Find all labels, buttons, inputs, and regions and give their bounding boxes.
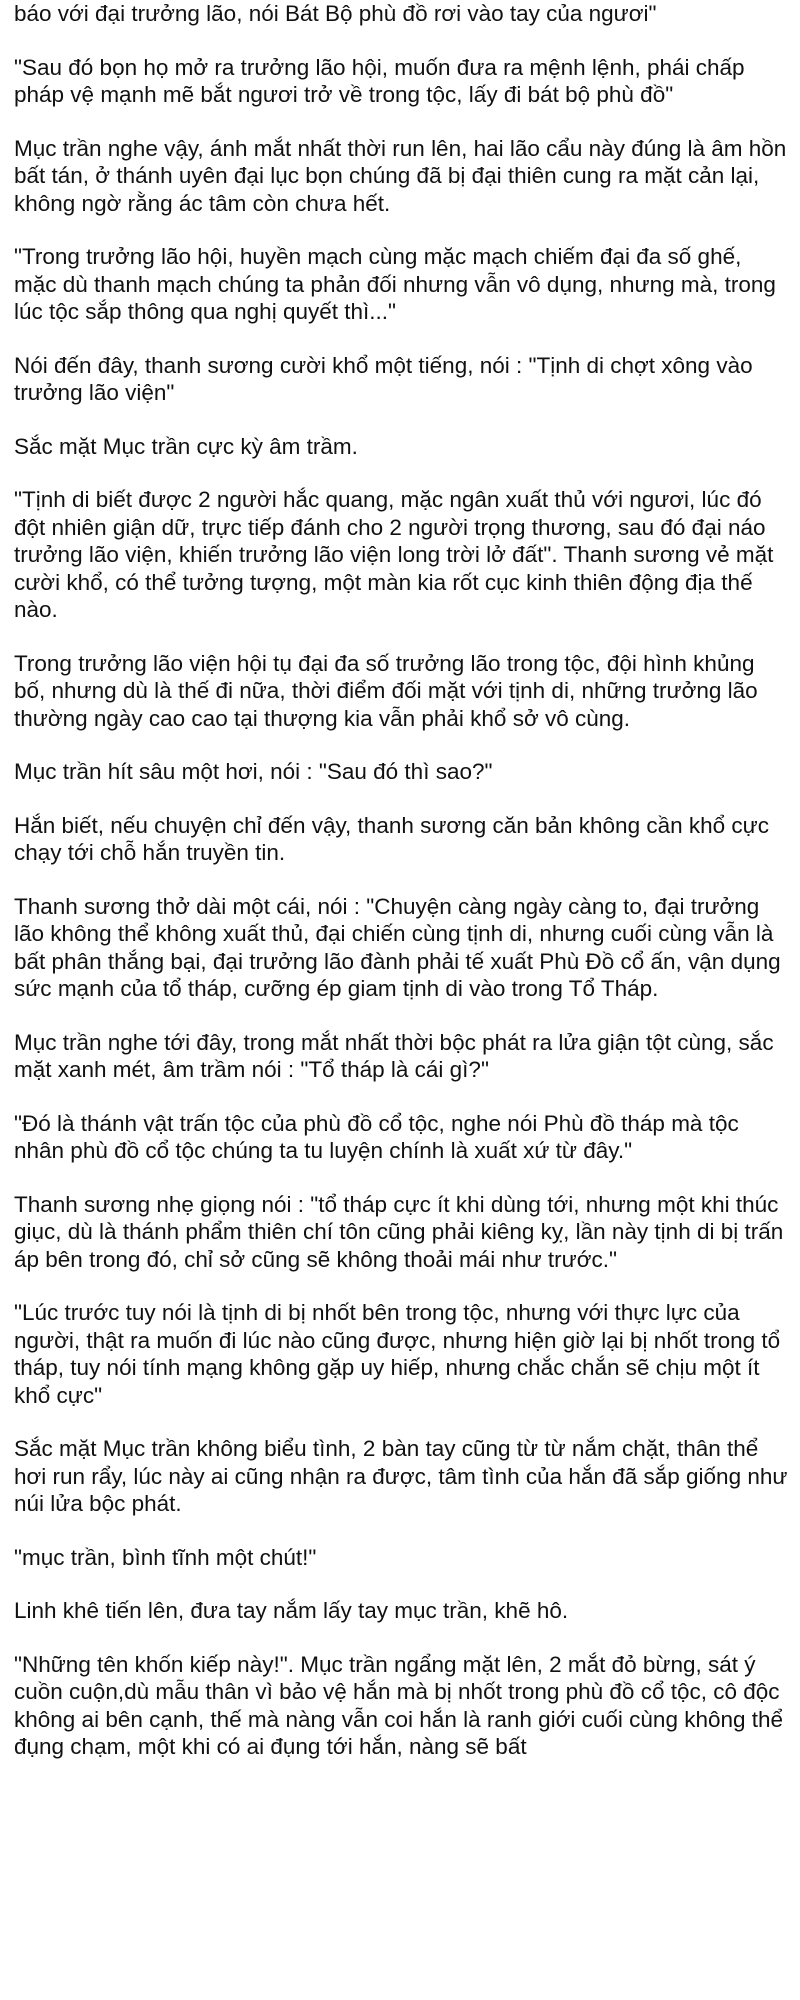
paragraph-14: Thanh sương nhẹ giọng nói : "tổ tháp cực ít khi dùng tới, nhưng một khi thúc giục, dù là thánh phẩm thiên chí tôn cũng phải kiêng kỵ, lần này tịnh di bị trấn áp bên trong đó, chỉ sở cũng sẽ không thoải mái như trước."	[14, 1191, 784, 1272]
paragraph-16: Sắc mặt Mục trần không biểu tình, 2 bàn tay cũng từ từ nắm chặt, thân thể hơi run rẩy, lúc này ai cũng nhận ra được, tâm tình của hắn đã sắp giống như núi lửa bộc phát.	[14, 1436, 788, 1516]
paragraph-2: "Sau đó bọn họ mở ra trưởng lão hội, muốn đưa ra mệnh lệnh, phái chấp pháp vệ mạnh mẽ bắt ngươi trở về trong tộc, lấy đi bát bộ phù đồ"	[14, 54, 745, 107]
paragraph-13: "Đó là thánh vật trấn tộc của phù đồ cổ tộc, nghe nói Phù đồ tháp mà tộc nhân phù đồ cổ tộc chúng ta tu luyện chính là xuất xứ từ đây."	[14, 1110, 739, 1163]
paragraph-1: báo với đại trưởng lão, nói Bát Bộ phù đồ rơi vào tay của ngươi"	[14, 1, 657, 26]
paragraph-17: "mục trần, bình tĩnh một chút!"	[14, 1544, 317, 1570]
paragraph-3: Mục trần nghe vậy, ánh mắt nhất thời run lên, hai lão cẩu này đúng là âm hồn bất tán, ở thánh uyên đại lục bọn chúng đã bị đại thiên cung ra mặt cản lại, không ngờ rằng ác tâm còn chưa hết.	[14, 135, 787, 216]
paragraph-5: Nói đến đây, thanh sương cười khổ một tiếng, nói : "Tịnh di chợt xông vào trưởng lão viện"	[14, 352, 753, 405]
paragraph-6: Sắc mặt Mục trần cực kỳ âm trầm.	[14, 433, 358, 459]
paragraph-12: Mục trần nghe tới đây, trong mắt nhất thời bộc phát ra lửa giận tột cùng, sắc mặt xanh mét, âm trầm nói : "Tổ tháp là cái gì?"	[14, 1029, 774, 1082]
paragraph-4: "Trong trưởng lão hội, huyền mạch cùng mặc mạch chiếm đại đa số ghế, mặc dù thanh mạch chúng ta phản đối nhưng vẫn vô dụng, nhưng mà, trong lúc tộc sắp thông qua nghị quyết thì..."	[14, 244, 776, 324]
document-body	[14, 0, 789, 1761]
paragraph-8: Trong trưởng lão viện hội tụ đại đa số trưởng lão trong tộc, đội hình khủng bố, nhưng dù là thế đi nữa, thời điểm đối mặt với tịnh di, những trưởng lão thường ngày cao cao tại thượng kia vẫn phải khổ sở vô cùng.	[14, 650, 758, 731]
paragraph-11: Thanh sương thở dài một cái, nói : "Chuyện càng ngày càng to, đại trưởng lão không thể không xuất thủ, đại chiến cùng tịnh di, nhưng cuối cùng vẫn là bất phân thắng bại, đại trưởng lão đành phải tế xuất Phù Đồ cổ ấn, vận dụng sức mạnh của tổ tháp, cưỡng ép giam tịnh di vào trong Tổ Tháp.	[14, 893, 781, 1001]
paragraph-18: Linh khê tiến lên, đưa tay nắm lấy tay mục trần, khẽ hô.	[14, 1598, 569, 1623]
paragraph-7: "Tịnh di biết được 2 người hắc quang, mặc ngân xuất thủ với ngươi, lúc đó đột nhiên giận dữ, trực tiếp đánh cho 2 người trọng thương, sau đó đại náo trưởng lão viện, khiến trưởng lão viện long trời lở đất". Thanh sương vẻ mặt cười khổ, có thể tưởng tượng, một màn kia rốt cục kinh thiên động địa thế nào.	[14, 487, 774, 622]
paragraph-10: Hắn biết, nếu chuyện chỉ đến vậy, thanh sương căn bản không cần khổ cực chạy tới chỗ hắn truyền tin.	[14, 812, 769, 865]
paragraph-15: "Lúc trước tuy nói là tịnh di bị nhốt bên trong tộc, nhưng với thực lực của người, thật ra muốn đi lúc nào cũng được, nhưng hiện giờ lại bị nhốt trong tổ tháp, tuy nói tính mạng không gặp uy hiếp, nhưng chắc chắn sẽ chịu một ít khổ cực"	[14, 1300, 781, 1408]
paragraph-9: Mục trần hít sâu một hơi, nói : "Sau đó thì sao?"	[14, 759, 493, 784]
paragraph-19: "Những tên khốn kiếp này!". Mục trần ngẩng mặt lên, 2 mắt đỏ bừng, sát ý cuồn cuộn,dù mẫu thân vì bảo vệ hắn mà bị nhốt trong phù đồ cổ tộc, cô độc không ai bên cạnh, thế mà nàng vẫn coi hắn là ranh giới cuối cùng không thể đụng chạm, một khi có ai đụng tới hắn, nàng sẽ bất	[14, 1651, 784, 1759]
